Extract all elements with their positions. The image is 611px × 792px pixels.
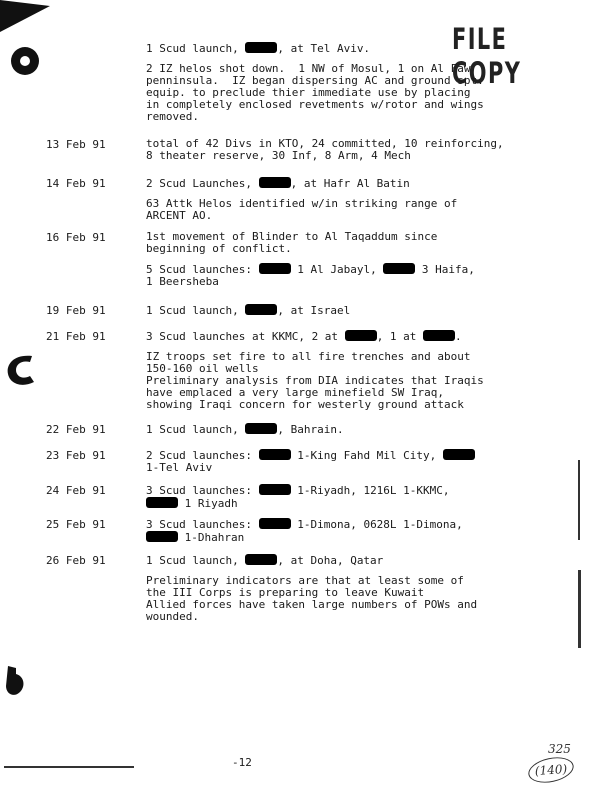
entry-date: 21 Feb 91 [46,330,106,343]
redaction-block [245,42,277,53]
entry-paragraph [146,138,561,162]
redaction-block [259,263,291,274]
entry-date: 23 Feb 91 [46,449,106,462]
entry-paragraph [146,575,561,623]
entry-text: 2 IZ helos shot down. 1 NW of Mosul, 1 on Al Faw penninsula. IZ began dispersing AC and ground spt. equip. to preclude thier immediate use by placing in completely enclosed revetments w/rotor and wings removed. [146,62,484,123]
entry-text: 3 Scud launches: [146,484,259,497]
redaction-block [259,484,291,495]
redaction-block [383,263,415,274]
entry-text: IZ troops set fire to all fire trenches and about 150-160 oil wells Preliminary analysis from DIA indicates that Iraqis have emplaced a very large minefield SW Iraq, showing Iraqi concern for westerly ground attack [146,350,484,411]
entry-paragraph [146,423,561,436]
entry-paragraph [146,177,561,190]
entry-body [146,330,561,419]
entry-text: 1-Tel Aviv [146,461,213,474]
redaction-block [423,330,455,341]
right-margin-marks [572,460,586,650]
entry-text: , at Tel Aviv. [277,42,371,55]
entry-text: 1 Scud launch, [146,554,246,567]
entry-paragraph [146,330,561,343]
entry-date: 14 Feb 91 [46,177,106,190]
entry-paragraph [146,449,561,474]
binder-hole-bottom [4,664,26,698]
entry-body [146,518,561,552]
entry-body [146,484,561,518]
entry-paragraph [146,231,561,255]
entry-text: , 1 at [376,330,424,343]
entry-text: , Bahrain. [277,423,344,436]
entry-text: . [455,330,462,343]
bottom-scan-line [0,762,611,772]
entry-text: Preliminary indicators are that at least some of the III Corps is preparing to leave Kuwait Allied forces have taken large numbers of POWs and wounded. [146,574,478,623]
entry-text: 2 Scud Launches, [146,177,259,190]
entry-date: 19 Feb 91 [46,304,106,317]
entry-text: 1-Dhahran [178,531,245,544]
entry-date: 16 Feb 91 [46,231,106,244]
redaction-block [259,518,291,529]
entry-text: 1 Al Jabayl, [290,263,384,276]
entry-text: 1-Dimona, 0628L 1-Dimona, [297,518,463,531]
entry-text: total of 42 Divs in KTO, 24 committed, 10 reinforcing, 8 theater reserve, 30 Inf, 8 Arm, 4 Mech [146,137,504,162]
entry-body [146,231,561,296]
redaction-block [259,449,291,460]
entry-text: 1 Scud launch, [146,42,246,55]
entry-text: 1-King Fahd Mil City, [290,449,443,462]
handwritten-number: 325 [548,742,571,756]
entry-paragraph [146,518,561,544]
entry-paragraph [146,484,561,510]
entry-paragraph [146,304,561,317]
handwritten-circled-number [526,753,576,786]
redaction-block [245,423,277,434]
entry-paragraph [146,263,561,288]
entry-body [146,304,561,325]
entry-text: 1 Scud launch, [146,423,246,436]
redaction-block [245,554,277,565]
page-number: -12 [232,756,252,769]
entry-text: 3 Haifa, 1 Beersheba [146,263,475,288]
entry-body [146,138,561,170]
entry-text: 5 Scud launches: [146,263,259,276]
entry-text: 3 Scud launches at KKMC, 2 at [146,330,345,343]
entry-paragraph [146,351,561,411]
entry-body [146,554,561,631]
redaction-block [345,330,377,341]
entry-paragraph [146,42,561,55]
entry-paragraph [146,554,561,567]
entry-text: , at Hafr Al Batin [290,177,410,190]
entry-paragraph [146,63,561,123]
corner-scan-mark [0,0,52,40]
entry-date: 26 Feb 91 [46,554,106,567]
entry-body [146,449,561,482]
file-copy-stamp: FILE COPY [452,22,522,90]
entry-paragraph [146,198,561,222]
entry-date: 25 Feb 91 [46,518,106,531]
entry-text: , at Israel [277,304,351,317]
redaction-block [245,304,277,315]
handwritten-circled-text: (140) [534,761,568,779]
entry-body [146,42,561,131]
redaction-block [443,449,475,460]
entry-body [146,423,561,444]
binder-hole-middle [4,352,36,388]
binder-hole-top [8,44,42,78]
entry-text: 1-Riyadh, 1216L 1-KKMC, [297,484,450,497]
entry-text: , at Doha, Qatar [277,554,384,567]
entry-text: 3 Scud launches: [146,518,259,531]
entry-text: 63 Attk Helos identified w/in striking range of ARCENT AO. [146,197,458,222]
entry-date: 13 Feb 91 [46,138,106,151]
entry-date: 22 Feb 91 [46,423,106,436]
redaction-block [146,497,178,508]
redaction-block [146,531,178,542]
entry-body [146,177,561,230]
entry-text: 2 Scud launches: [146,449,259,462]
entry-text: 1st movement of Blinder to Al Taqaddum since beginning of conflict. [146,230,438,255]
redaction-block [259,177,291,188]
entry-text: 1 Scud launch, [146,304,246,317]
entry-date: 24 Feb 91 [46,484,106,497]
entry-text: 1 Riyadh [178,497,238,510]
